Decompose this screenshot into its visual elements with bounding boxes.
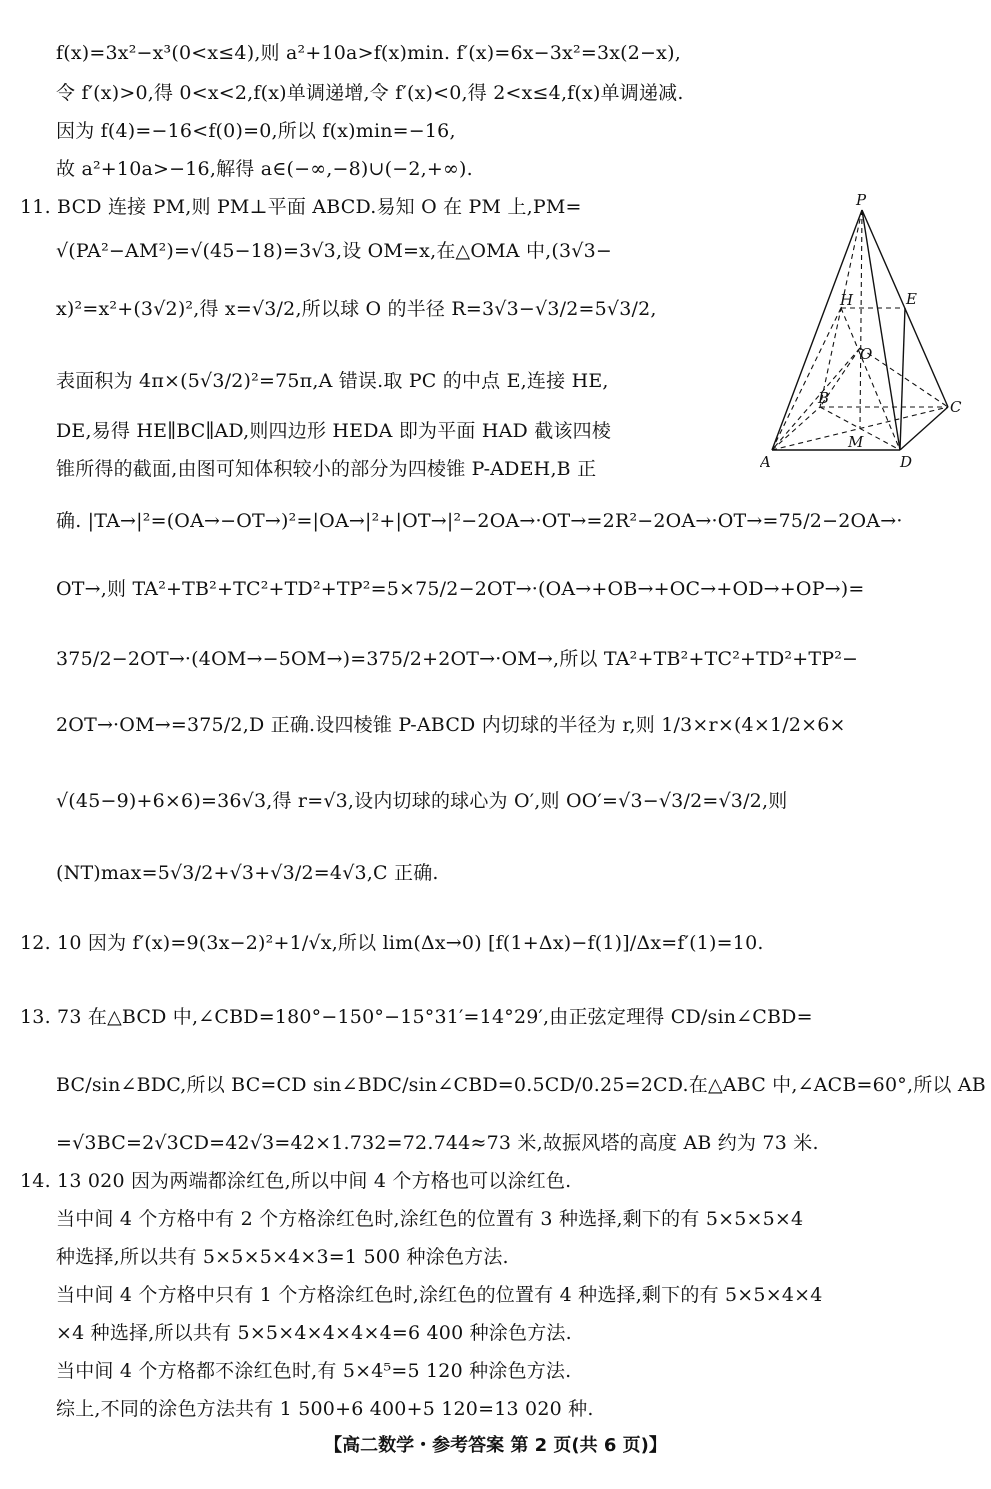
text-line: DE,易得 HE∥BC∥AD,则四边形 HEDA 即为平面 HAD 截该四棱 — [56, 420, 612, 442]
text-line: 当中间 4 个方格中只有 1 个方格涂红色时,涂红色的位置有 4 种选择,剩下的有 5×5×4×4 — [56, 1284, 823, 1306]
text-line: BC/sin∠BDC,所以 BC=CD sin∠BDC/sin∠CBD=0.5CD/0.25=2CD.在△ABC 中,∠ACB=60°,所以 AB — [56, 1074, 986, 1096]
label-m: M — [848, 433, 864, 451]
text-line: 确. |TA→|²=(OA→−OT→)²=|OA→|²+|OT→|²−2OA→·OT→=2R²−2OA→·OT→=75/2−2OA→· — [56, 510, 903, 532]
text-line: 锥所得的截面,由图可知体积较小的部分为四棱锥 P-ADEH,B 正 — [56, 458, 597, 480]
text-line: 当中间 4 个方格都不涂红色时,有 5×4⁵=5 120 种涂色方法. — [56, 1360, 572, 1382]
text-line: =√3BC=2√3CD=42√3=42×1.732=72.744≈73 米,故振风塔的高度 AB 约为 73 米. — [56, 1132, 819, 1154]
text-line: 故 a²+10a>−16,解得 a∈(−∞,−8)∪(−2,+∞). — [56, 158, 473, 180]
text-line: ×4 种选择,所以共有 5×5×4×4×4×4=6 400 种涂色方法. — [56, 1322, 572, 1344]
answer-11-line: 11. BCD 连接 PM,则 PM⊥平面 ABCD.易知 O 在 PM 上,PM= — [20, 196, 582, 218]
page-footer: 【高二数学・参考答案 第 2 页(共 6 页)】 — [324, 1435, 667, 1456]
text-line: x)²=x²+(3√2)²,得 x=√3/2,所以球 O 的半径 R=3√3−√3/2=5√3/2, — [56, 298, 657, 320]
text-line: 综上,不同的涂色方法共有 1 500+6 400+5 120=13 020 种. — [56, 1398, 594, 1420]
label-c: C — [950, 398, 962, 416]
label-b: B — [818, 389, 830, 407]
text-line: OT→,则 TA²+TB²+TC²+TD²+TP²=5×75/2−2OT→·(OA→+OB→+OC→+OD→+OP→)= — [56, 578, 865, 600]
label-o: O — [860, 345, 873, 363]
label-h: H — [840, 291, 854, 309]
label-e: E — [906, 290, 917, 308]
text-line: (NT)max=5√3/2+√3+√3/2=4√3,C 正确. — [56, 862, 439, 884]
text-line: 当中间 4 个方格中有 2 个方格涂红色时,涂红色的位置有 3 种选择,剩下的有 5×5×5×4 — [56, 1208, 804, 1230]
answer-14-line: 14. 13 020 因为两端都涂红色,所以中间 4 个方格也可以涂红色. — [20, 1170, 572, 1192]
text-line: 375/2−2OT→·(4OM→−5OM→)=375/2+2OT→·OM→,所以 TA²+TB²+TC²+TD²+TP²− — [56, 648, 859, 670]
text-line: √(PA²−AM²)=√(45−18)=3√3,设 OM=x,在△OMA 中,(3√3− — [56, 240, 612, 262]
answer-12-line: 12. 10 因为 f′(x)=9(3x−2)²+1/√x,所以 lim(Δx→0) [f(1+Δx)−f(1)]/Δx=f′(1)=10. — [20, 932, 764, 954]
pyramid-figure — [760, 192, 970, 477]
text-line: √(45−9)+6×6)=36√3,得 r=√3,设内切球的球心为 O′,则 OO′=√3−√3/2=√3/2,则 — [56, 790, 788, 812]
answer-13-line: 13. 73 在△BCD 中,∠CBD=180°−150°−15°31′=14°29′,由正弦定理得 CD/sin∠CBD= — [20, 1006, 813, 1028]
label-a: A — [760, 453, 771, 471]
text-line: 表面积为 4π×(5√3/2)²=75π,A 错误.取 PC 的中点 E,连接 HE, — [56, 370, 609, 392]
text-line: 令 f′(x)>0,得 0<x<2,f(x)单调递增,令 f′(x)<0,得 2<x≤4,f(x)单调递减. — [56, 82, 684, 104]
text-line: 因为 f(4)=−16<f(0)=0,所以 f(x)min=−16, — [56, 120, 456, 142]
text-line: f(x)=3x²−x³(0<x≤4),则 a²+10a>f(x)min. f′(x)=6x−3x²=3x(2−x), — [56, 42, 681, 64]
label-d: D — [900, 453, 913, 471]
label-p: P — [856, 192, 867, 209]
text-line: 种选择,所以共有 5×5×5×4×3=1 500 种涂色方法. — [56, 1246, 509, 1268]
text-line: 2OT→·OM→=375/2,D 正确.设四棱锥 P-ABCD 内切球的半径为 r,则 1/3×r×(4×1/2×6× — [56, 714, 846, 736]
